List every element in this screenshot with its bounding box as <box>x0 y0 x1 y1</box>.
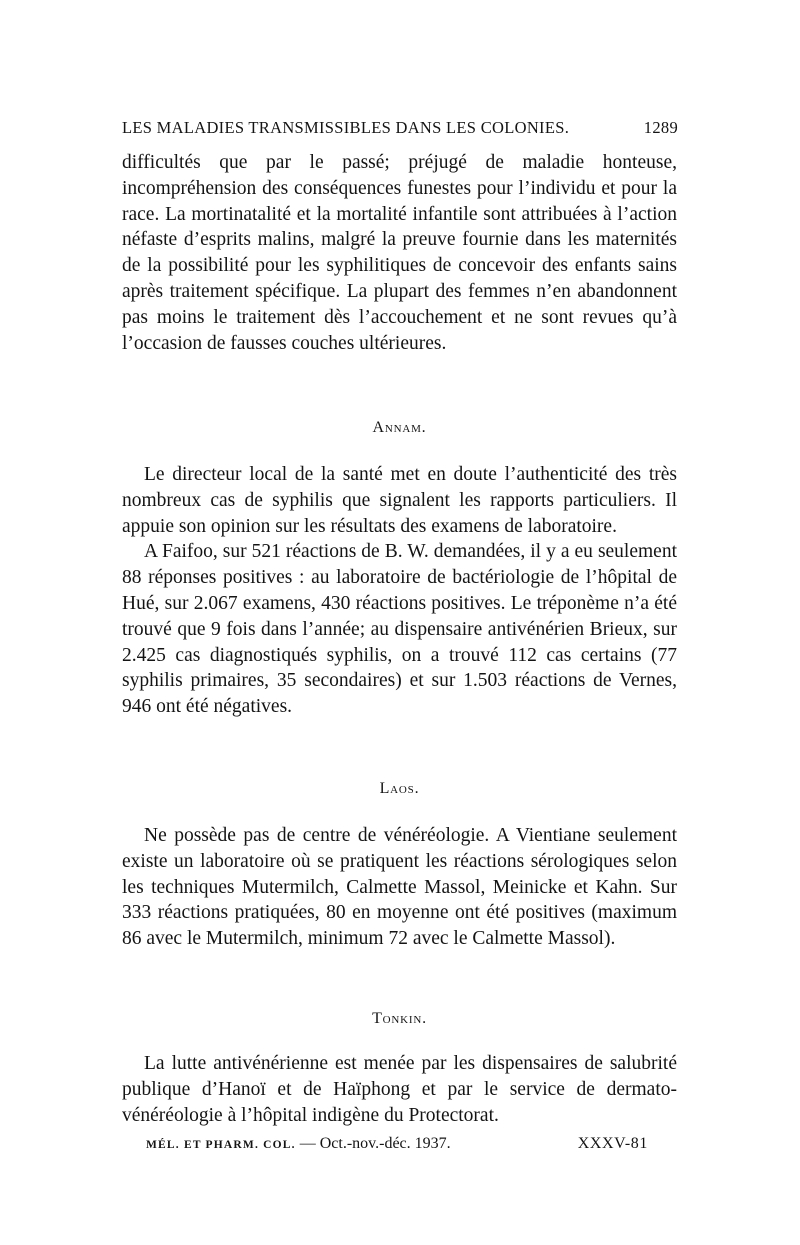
laos-block <box>122 823 677 952</box>
footer-signature: XXXV-81 <box>577 1135 648 1152</box>
running-head <box>122 118 678 138</box>
section-heading-annam: Annam. <box>372 419 427 436</box>
tonkin-block <box>122 1051 677 1128</box>
tonkin-paragraph: La lutte antivénérienne est menée par les dispensaires de salubrité publique d’Hanoï et de Haïphong et par le service de dermato-vénéréologie à l’hôpital indigène du Protectorat. <box>122 1053 677 1126</box>
laos-paragraph: Ne possède pas de centre de vénéréologie. A Vientiane seulement existe un laboratoire où se pratiquent les réactions sérologiques selon les techniques Mutermilch, Calmette Massol, Meinicke et Kahn. Sur 333 réactions pratiquées, 80 en moyenne ont été positives (maximum 86 avec le Mutermilch, minimum 72 avec le Calmette Massol). <box>122 825 677 950</box>
page-number: 1289 <box>643 118 678 137</box>
annam-block <box>122 462 677 720</box>
annam-paragraph-1: Le directeur local de la santé met en doute l’authenticité des très nombreux cas de syphilis que signalent les rapports particuliers. Il appuie son opinion sur les résultats des examens de laboratoire. <box>122 464 677 537</box>
running-title: LES MALADIES TRANSMISSIBLES DANS LES COLONIES. <box>122 118 570 137</box>
page-footer <box>146 1135 648 1153</box>
section-heading-laos: Laos. <box>379 780 420 797</box>
footer-journal: MÉL. ET PHARM. COL. <box>146 1139 296 1151</box>
section-heading-tonkin: Tonkin. <box>372 1010 427 1027</box>
intro-paragraph: difficultés que par le passé; préjugé de maladie honteuse, incompréhension des conséquences funestes pour l’individu et pour la race. La mortinatalité et la mortalité infantile sont attribuées à l’action néfaste d’esprits malins, malgré la preuve fournie dans les maternités de la possibilité pour les syphilitiques de concevoir des enfants sains après traitement spécifique. La plupart des femmes n’en abandonnent pas moins le traitement dès l’accouchement et ne sont revues qu’à l’occasion de fausses couches ultérieures. <box>122 152 677 354</box>
annam-paragraph-2: A Faifoo, sur 521 réactions de B. W. demandées, il y a eu seulement 88 réponses positives : au laboratoire de bactériologie de l’hôpital de Hué, sur 2.067 examens, 430 réactions positives. Le tréponème n’a été trouvé que 9 fois dans l’année; au dispensaire antivénérien Brieux, sur 2.425 cas diagnostiqués syphilis, on a trouvé 112 cas certains (77 syphilis primaires, 35 secondaires) et sur 1.503 réactions de Vernes, 946 ont été négatives. <box>122 541 677 718</box>
footer-citation <box>146 1135 451 1153</box>
intro-block <box>122 150 677 356</box>
footer-date: — Oct.-nov.-déc. 1937. <box>295 1135 451 1152</box>
